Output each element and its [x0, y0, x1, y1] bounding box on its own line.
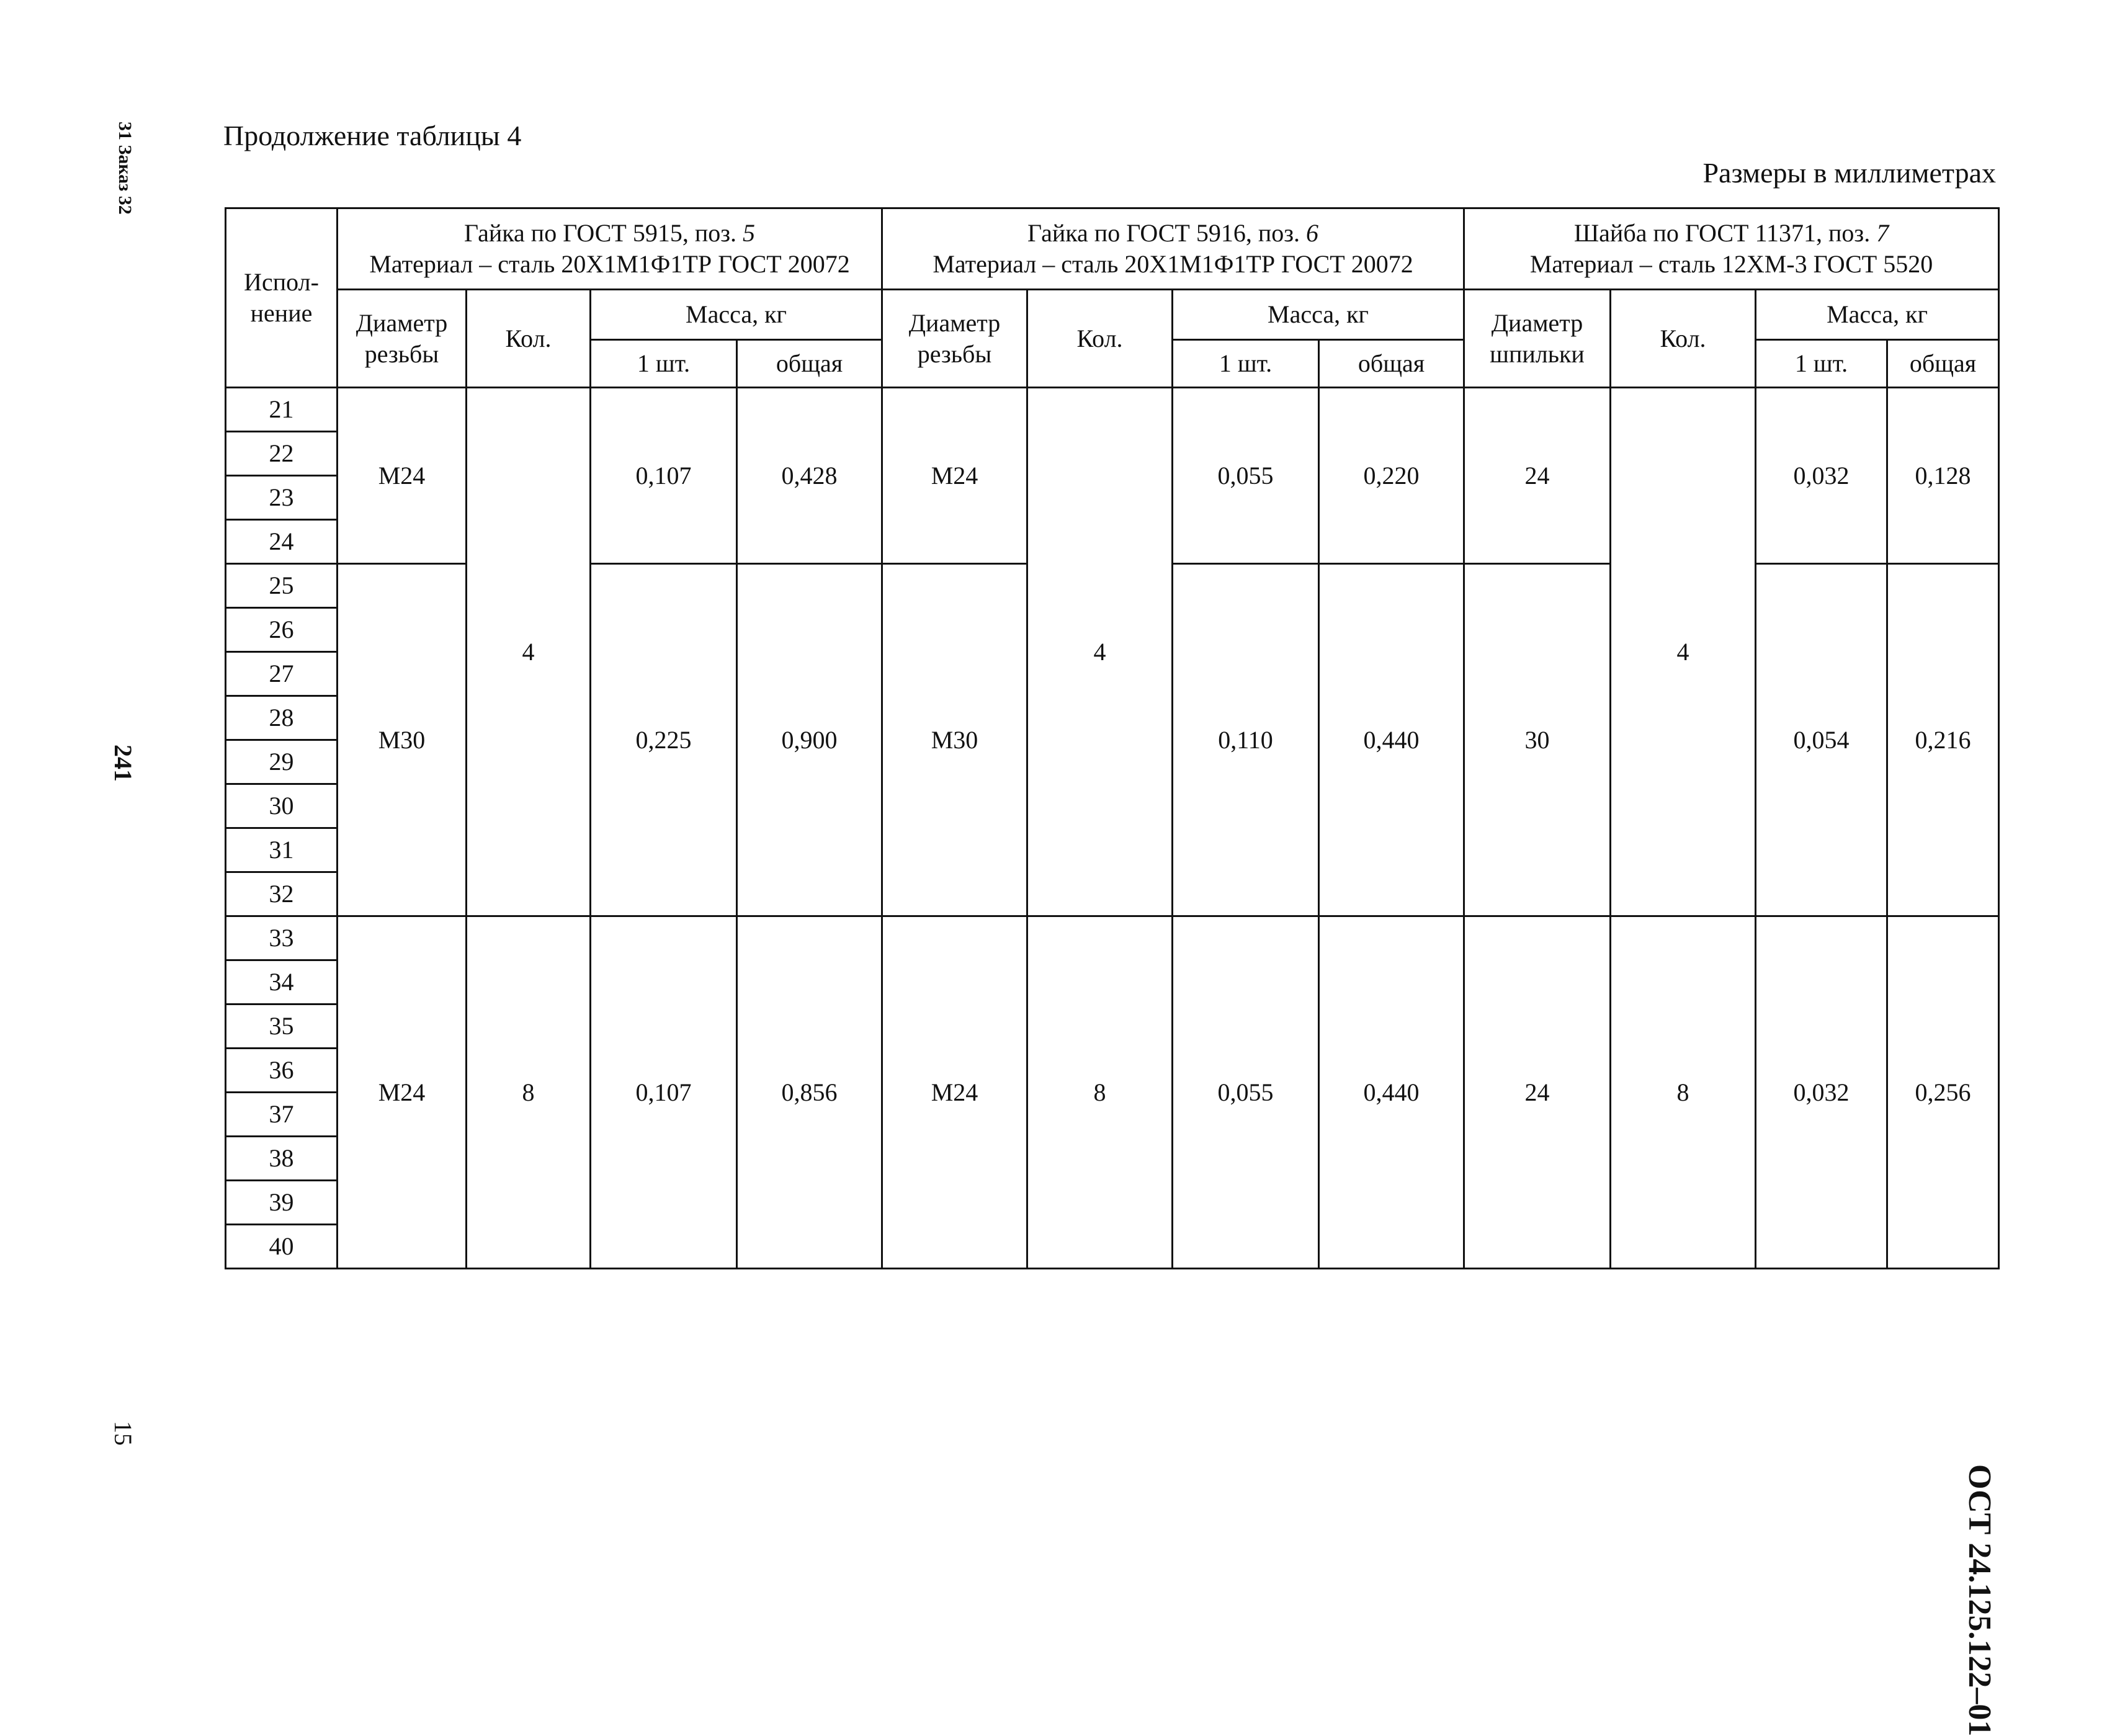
variant-cell: 37: [226, 1093, 338, 1137]
nut2-diameter-cell: М30: [882, 564, 1027, 916]
nut1-mass-total-cell: 0,856: [737, 916, 882, 1269]
group-title-text: Гайка по ГОСТ 5916, поз.: [1027, 219, 1307, 247]
order-note-text: 31 Заказ 32: [115, 122, 135, 215]
nut1-diameter-cell: М24: [338, 916, 467, 1269]
group-material: Материал – сталь 20Х1М1Ф1ТР ГОСТ 20072: [933, 250, 1413, 278]
variant-cell: 28: [226, 696, 338, 740]
variant-cell: 32: [226, 872, 338, 916]
group-material: Материал – сталь 20Х1М1Ф1ТР ГОСТ 20072: [369, 250, 850, 278]
nut2-diameter-cell: М24: [882, 388, 1027, 564]
variant-cell: 27: [226, 652, 338, 696]
group-title: [338, 218, 881, 249]
header-group-nut-5915: [338, 208, 882, 290]
header-qty: Кол.: [467, 290, 591, 388]
variant-cell: 36: [226, 1049, 338, 1093]
variant-cell: 31: [226, 828, 338, 872]
washer-mass-one-cell: 0,032: [1756, 388, 1887, 564]
variant-cell: 34: [226, 960, 338, 1004]
washer-mass-one-cell: 0,032: [1756, 916, 1887, 1269]
table-caption: Продолжение таблицы 4: [223, 120, 522, 151]
nut1-qty-cell: 4: [467, 388, 591, 916]
variant-cell: 30: [226, 784, 338, 828]
document-code: ОСТ 24.125.122–01: [1962, 1464, 1997, 1736]
variant-cell: 29: [226, 740, 338, 784]
variant-cell: 22: [226, 432, 338, 476]
nut2-mass-one-cell: 0,110: [1173, 564, 1319, 916]
header-mass-one: 1 шт.: [591, 340, 737, 388]
washer-diameter-cell: 24: [1464, 916, 1611, 1269]
nut2-mass-total-cell: 0,440: [1319, 564, 1464, 916]
variant-cell: 23: [226, 476, 338, 520]
header-mass: Масса, кг: [1173, 290, 1464, 340]
header-mass: Масса, кг: [1756, 290, 1999, 340]
header-mass-total: общая: [1319, 340, 1464, 388]
variant-cell: 40: [226, 1225, 338, 1269]
group-position: 5: [743, 219, 756, 247]
header-group-washer-11371: [1464, 208, 1999, 290]
units-note: Размеры в миллиметрах: [1702, 157, 1996, 189]
variant-cell: 24: [226, 520, 338, 564]
header-variant: Испол-нение: [226, 208, 338, 388]
group-material: Материал – сталь 12ХМ-3 ГОСТ 5520: [1529, 250, 1933, 278]
header-diameter: Диаметр резьбы: [882, 290, 1027, 388]
nut2-diameter-cell: М24: [882, 916, 1027, 1269]
group-position: 7: [1876, 219, 1889, 247]
washer-qty-cell: 8: [1611, 916, 1756, 1269]
variant-cell: 26: [226, 608, 338, 652]
variant-cell: 38: [226, 1137, 338, 1181]
group-title-text: Гайка по ГОСТ 5915, поз.: [463, 219, 743, 247]
nut2-qty-cell: 4: [1027, 388, 1173, 916]
nut1-mass-total-cell: 0,428: [737, 388, 882, 564]
washer-mass-total-cell: 0,216: [1887, 564, 1999, 916]
nut1-diameter-cell: М24: [338, 388, 467, 564]
nut2-mass-total-cell: 0,220: [1319, 388, 1464, 564]
header-mass-total: общая: [737, 340, 882, 388]
page-number-top-text: 241: [109, 745, 137, 782]
header-qty: Кол.: [1027, 290, 1173, 388]
group-title-text: Шайба по ГОСТ 11371, поз.: [1573, 219, 1877, 247]
nut1-mass-one-cell: 0,107: [591, 388, 737, 564]
nut1-mass-one-cell: 0,107: [591, 916, 737, 1269]
header-mass: Масса, кг: [591, 290, 882, 340]
header-mass-one: 1 шт.: [1173, 340, 1319, 388]
nut1-mass-one-cell: 0,225: [591, 564, 737, 916]
header-diameter: Диаметр резьбы: [338, 290, 467, 388]
variant-cell: 25: [226, 564, 338, 608]
nut1-diameter-cell: М30: [338, 564, 467, 916]
variant-cell: 35: [226, 1004, 338, 1049]
nut2-qty-cell: 8: [1027, 916, 1173, 1269]
group-position: 6: [1306, 219, 1319, 247]
header-mass-total: общая: [1887, 340, 1999, 388]
washer-mass-one-cell: 0,054: [1756, 564, 1887, 916]
washer-diameter-cell: 30: [1464, 564, 1611, 916]
washer-mass-total-cell: 0,128: [1887, 388, 1999, 564]
header-qty: Кол.: [1611, 290, 1756, 388]
nut1-qty-cell: 8: [467, 916, 591, 1269]
variant-cell: 21: [226, 388, 338, 432]
variant-cell: 33: [226, 916, 338, 960]
nut2-mass-total-cell: 0,440: [1319, 916, 1464, 1269]
spec-table: [225, 207, 2000, 1269]
header-mass-one: 1 шт.: [1756, 340, 1887, 388]
washer-mass-total-cell: 0,256: [1887, 916, 1999, 1269]
washer-diameter-cell: 24: [1464, 388, 1611, 564]
nut1-mass-total-cell: 0,900: [737, 564, 882, 916]
washer-qty-cell: 4: [1611, 388, 1756, 916]
nut2-mass-one-cell: 0,055: [1173, 388, 1319, 564]
header-diameter: Диаметр шпильки: [1464, 290, 1611, 388]
group-title: [1465, 218, 1998, 249]
page-number-bottom-text: 15: [109, 1421, 137, 1446]
header-group-nut-5916: [882, 208, 1464, 290]
nut2-mass-one-cell: 0,055: [1173, 916, 1319, 1269]
group-title: [883, 218, 1463, 249]
variant-cell: 39: [226, 1181, 338, 1225]
